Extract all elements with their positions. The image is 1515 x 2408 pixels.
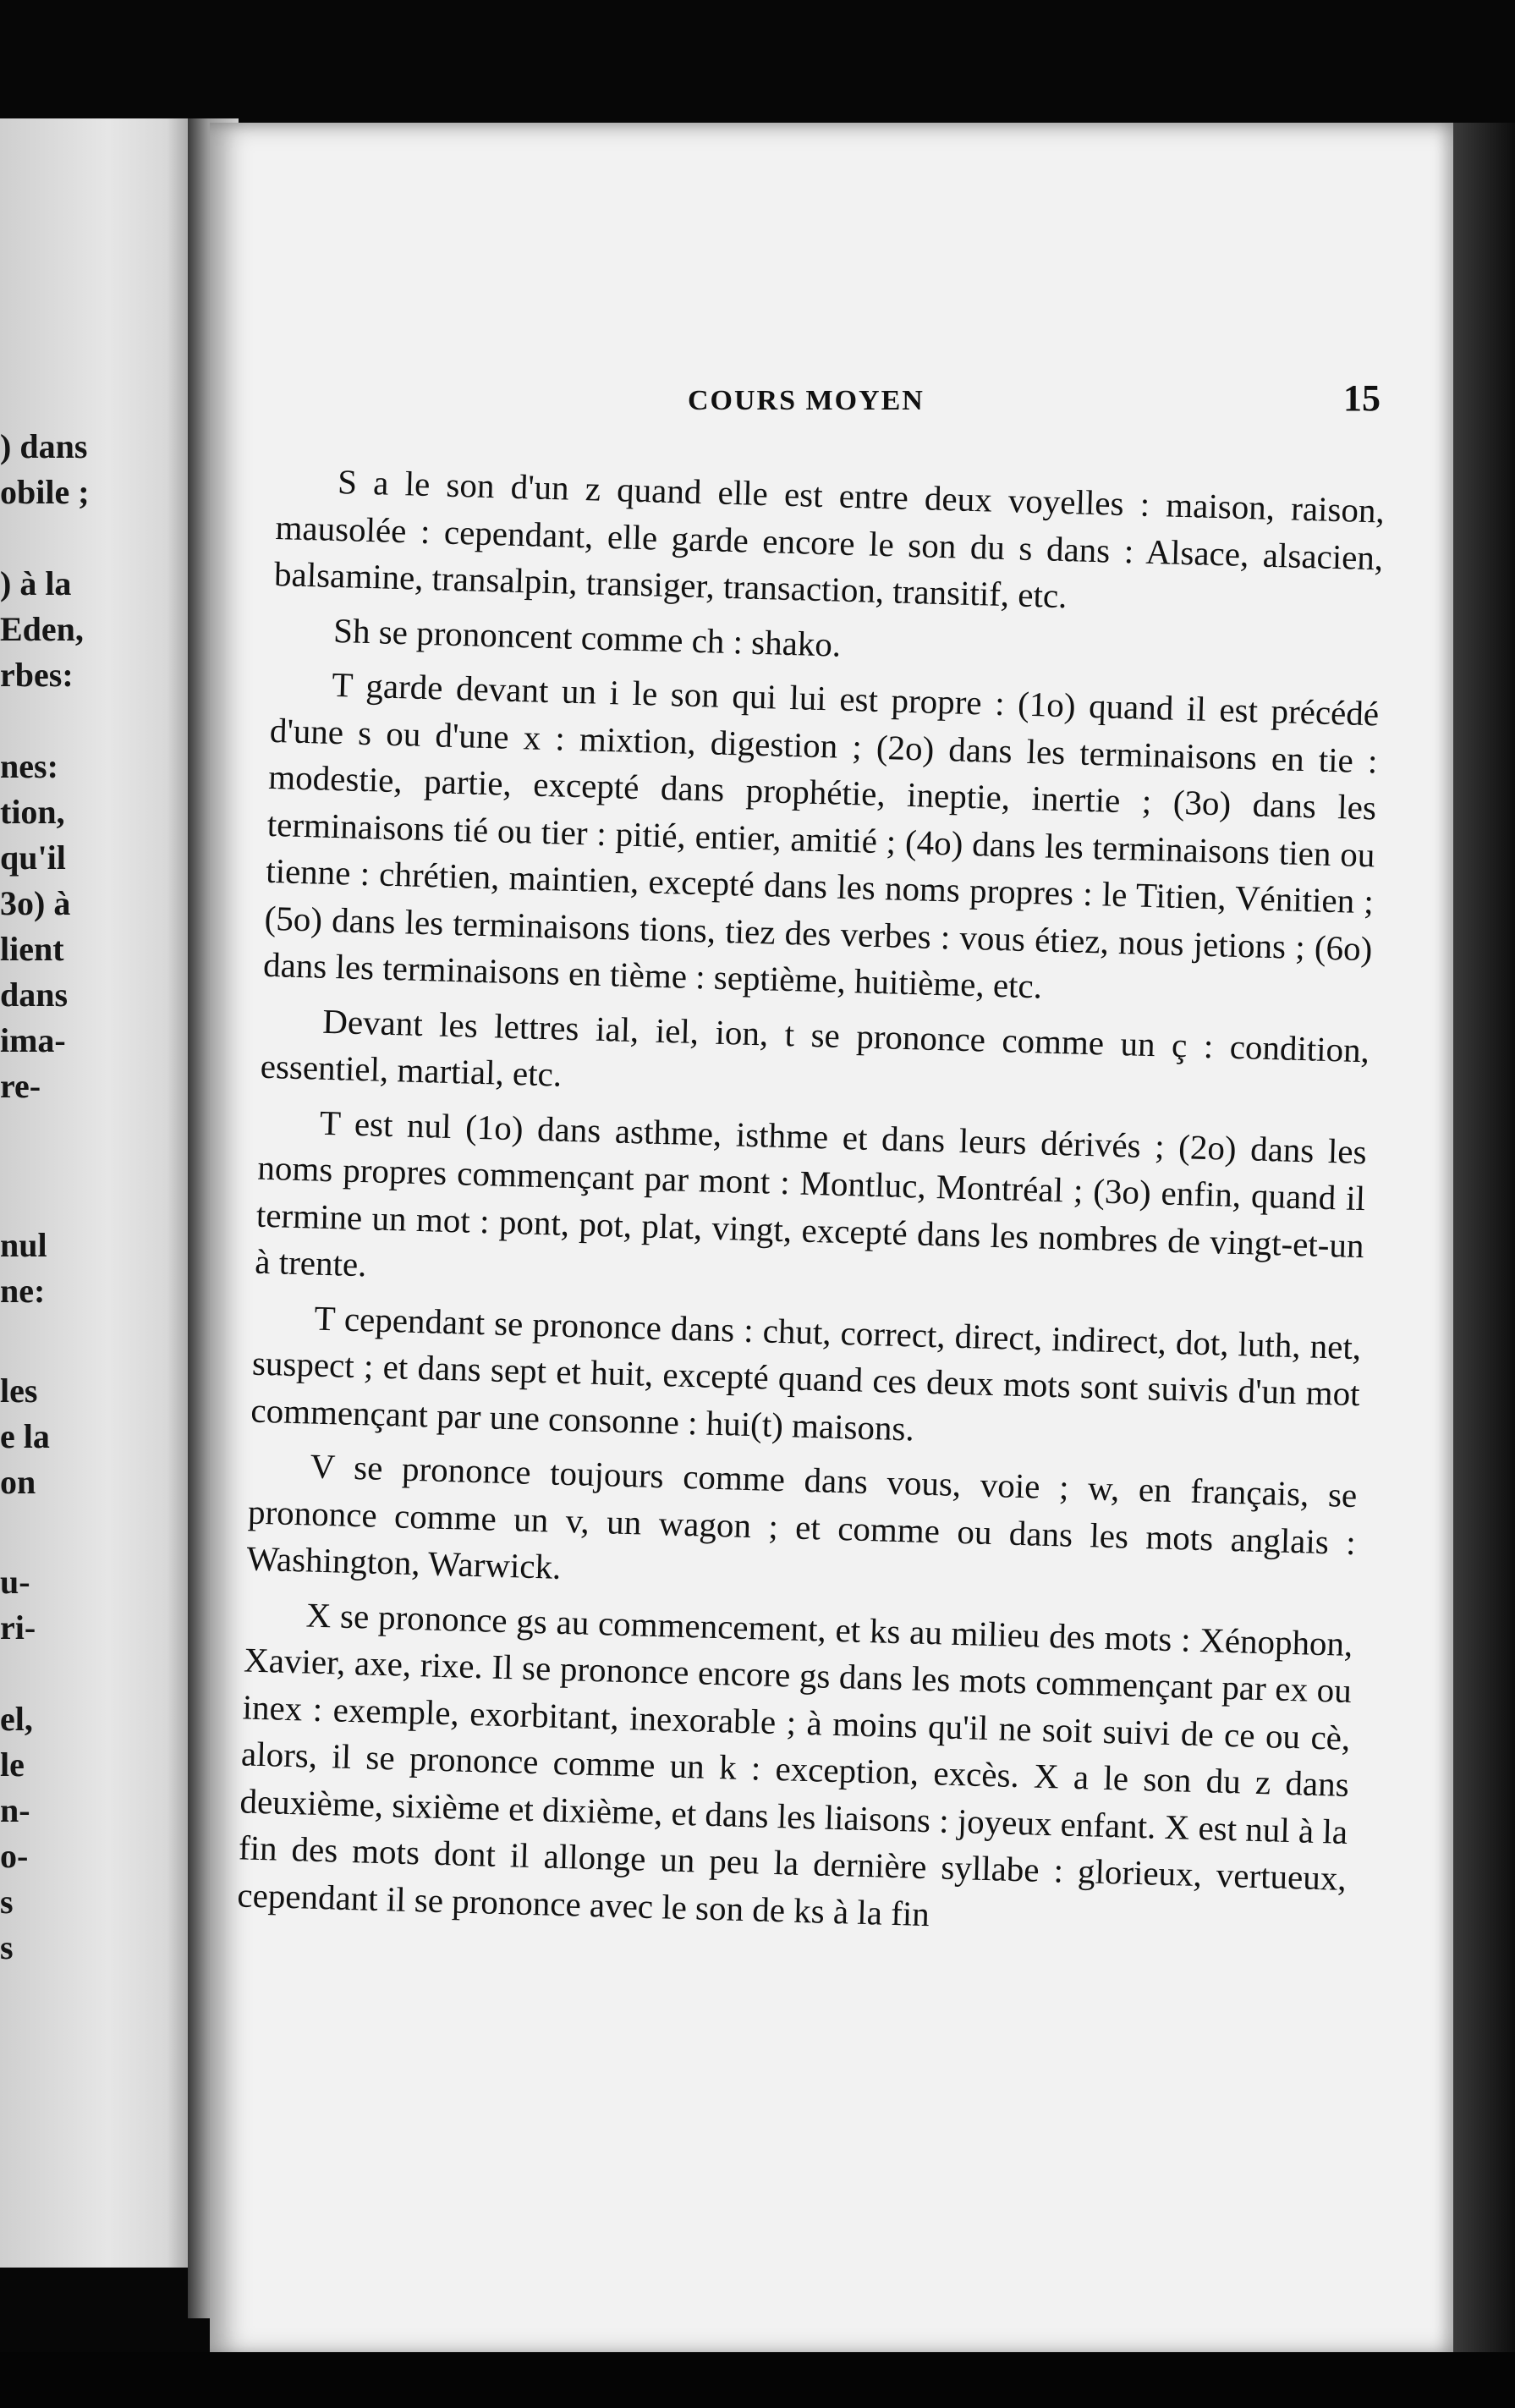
left-fragment: s: [0, 1883, 14, 1921]
left-fragment: ne:: [0, 1272, 46, 1310]
left-fragment: s: [0, 1928, 14, 1966]
left-fragment: ) à la: [0, 564, 72, 602]
left-fragment: u-: [0, 1563, 30, 1601]
left-fragment: nes:: [0, 747, 58, 785]
paragraph: T est nul (1o) dans asthme, isthme et dans leurs dérivés ; (2o) dans les noms propres commençant par mont : Montluc, Montréal ; (3o) enfin, quand il termine un mot : pont, pot, plat, vingt, excepté dans les nombres de vingt-et-un à trente.: [254, 1102, 1368, 1284]
left-fragment: re-: [0, 1067, 41, 1105]
left-fragment: on: [0, 1463, 36, 1501]
left-fragment: 3o) à: [0, 884, 71, 922]
left-fragment: qu'il: [0, 838, 66, 877]
running-header: COURS MOYEN: [688, 385, 925, 416]
left-fragment: ima-: [0, 1021, 66, 1059]
paragraph: T cependant se prononce dans : chut, correct, direct, indirect, dot, luth, net, suspect ; et dans sept et huit, excepté quand ces deux mots sont suivis d'un mot commençant par une consonne : hui(t) maisons.: [250, 1298, 1362, 1448]
book-page: [210, 123, 1453, 2356]
left-fragment: tion,: [0, 793, 65, 831]
page-number: 15: [1343, 377, 1381, 419]
left-fragment: lient: [0, 930, 64, 968]
left-fragment: Eden,: [0, 610, 84, 648]
left-fragment: le: [0, 1746, 25, 1784]
paragraph: V se prononce toujours comme dans vous, voie ; w, en français, se prononce comme un v, un wagon ; et comme ou dans les mots anglais : Washington, Warwick.: [246, 1446, 1358, 1586]
left-fragment: e la: [0, 1417, 50, 1455]
body-text: [237, 457, 1386, 1957]
left-fragment: el,: [0, 1700, 33, 1738]
left-fragment: les: [0, 1372, 38, 1410]
paragraph: X se prononce gs au commencement, et ks au milieu des mots : Xénophon, Xavier, axe, rixe. Il se prononce encore gs dans les mots commençant par ex ou inex : exemple, exorbitant, inexorable ; à moins qu'il ne soit suivi de ce ou cè, alors, il se prononce comme un k : exception, excès. X a le son du z dans deuxième, sixième et dixième, et dans les liaisons : joyeux enfant. X est nul à la fin des mots dont il allonge un peu la dernière syllabe : glorieux, vertueux, cependant il se prononce avec le son de ks à la fin: [236, 1594, 1353, 1933]
right-edge-shadow: [1453, 123, 1515, 2356]
left-fragment: dans: [0, 976, 69, 1014]
left-fragment: n-: [0, 1791, 30, 1829]
left-fragment: o-: [0, 1837, 29, 1875]
bottom-edge-shadow: [0, 2352, 1515, 2408]
left-fragment: rbes:: [0, 656, 74, 694]
left-fragment: obile ;: [0, 473, 90, 511]
page-content: [236, 123, 1453, 2356]
left-facing-page: [0, 118, 196, 2268]
left-fragment: nul: [0, 1226, 47, 1264]
paragraph: Devant les lettres ial, iel, ion, t se prononce comme un ç : condition, essentiel, martial, etc.: [260, 1001, 1370, 1094]
paragraph: S a le son d'un z quand elle est entre deux voyelles : maison, raison, mausolée : cependant, elle garde encore le son du s dans : Alsace, alsacien, balsamine, transalpin, transiger, transaction, transitif, etc.: [273, 462, 1386, 616]
left-fragment: ) dans: [0, 427, 88, 465]
paragraph: Sh se prononcent comme ch : shako.: [332, 610, 842, 664]
paragraph: T garde devant un i le son qui lui est propre : (1o) quand il est précédé d'une s ou d'une x : mixtion, digestion ; (2o) dans les terminaisons en tie : modestie, partie, excepté dans prophétie, ineptie, inertie ; (3o) dans les terminaisons tié ou tier : pitié, entier, amitié ; (4o) dans les terminaisons tien ou tienne : chrétien, maintien, excepté dans les noms propres : le Titien, Vénitien ; (5o) dans les terminaisons tions, tiez des verbes : vous étiez, nous jetions ; (6o) dans les terminaisons en tième : septième, huitième, etc.: [262, 664, 1380, 1006]
left-fragment: ri-: [0, 1608, 36, 1647]
